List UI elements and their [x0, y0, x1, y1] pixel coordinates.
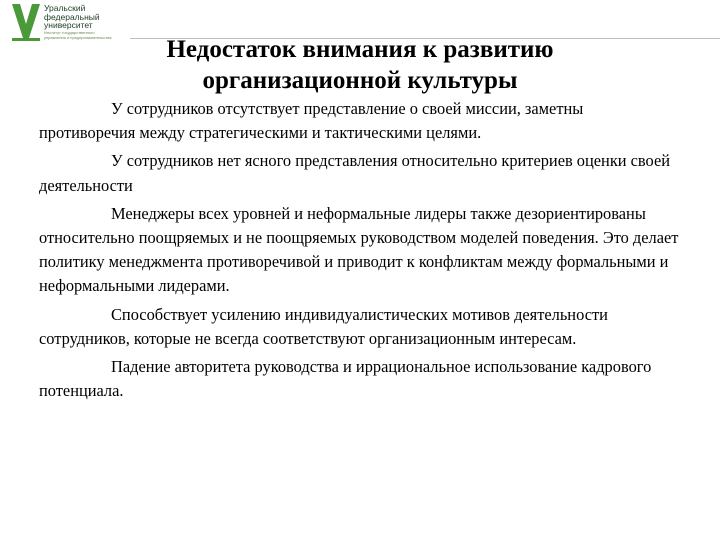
slide-title: [60, 34, 660, 96]
body-paragraph: Способствует усилению индивидуалистических мотивов деятельности сотрудников, которые не всегда соответствуют организационным интересам.: [39, 304, 608, 348]
slide-body: [39, 97, 679, 407]
logo-subtitle-line: Институт государственного: [44, 30, 95, 35]
logo-subtitle-line: управления и предпринимательства: [44, 35, 112, 40]
logo-name-line: университет: [44, 20, 93, 30]
logo-name-line: федеральный: [44, 11, 100, 22]
body-paragraph: У сотрудников отсутствует представление о своей миссии, заметны противоречия между стратегическими и тактическими целями.: [39, 99, 584, 143]
logo-name: [44, 4, 130, 30]
logo-name-line: Уральский: [44, 3, 86, 13]
body-paragraph: Менеджеры всех уровней и неформальные лидеры также дезориентированы относительно поощряемых и не поощряемых руководством моделей поведения. Это делает политику менеджмента противоречивой и приводит к конфликтам между формальными и неформальными лидерами.: [39, 203, 679, 296]
slide-title-line: организационной культуры: [202, 67, 518, 94]
body-paragraph: Падение авторитета руководства и иррациональное использование кадрового потенциала.: [39, 357, 652, 401]
urfu-logo-icon: [10, 2, 42, 42]
body-paragraph: У сотрудников нет ясного представления относительно критериев оценки своей деятельности: [39, 151, 670, 195]
slide-title-line: Недостаток внимания к развитию: [166, 36, 554, 63]
